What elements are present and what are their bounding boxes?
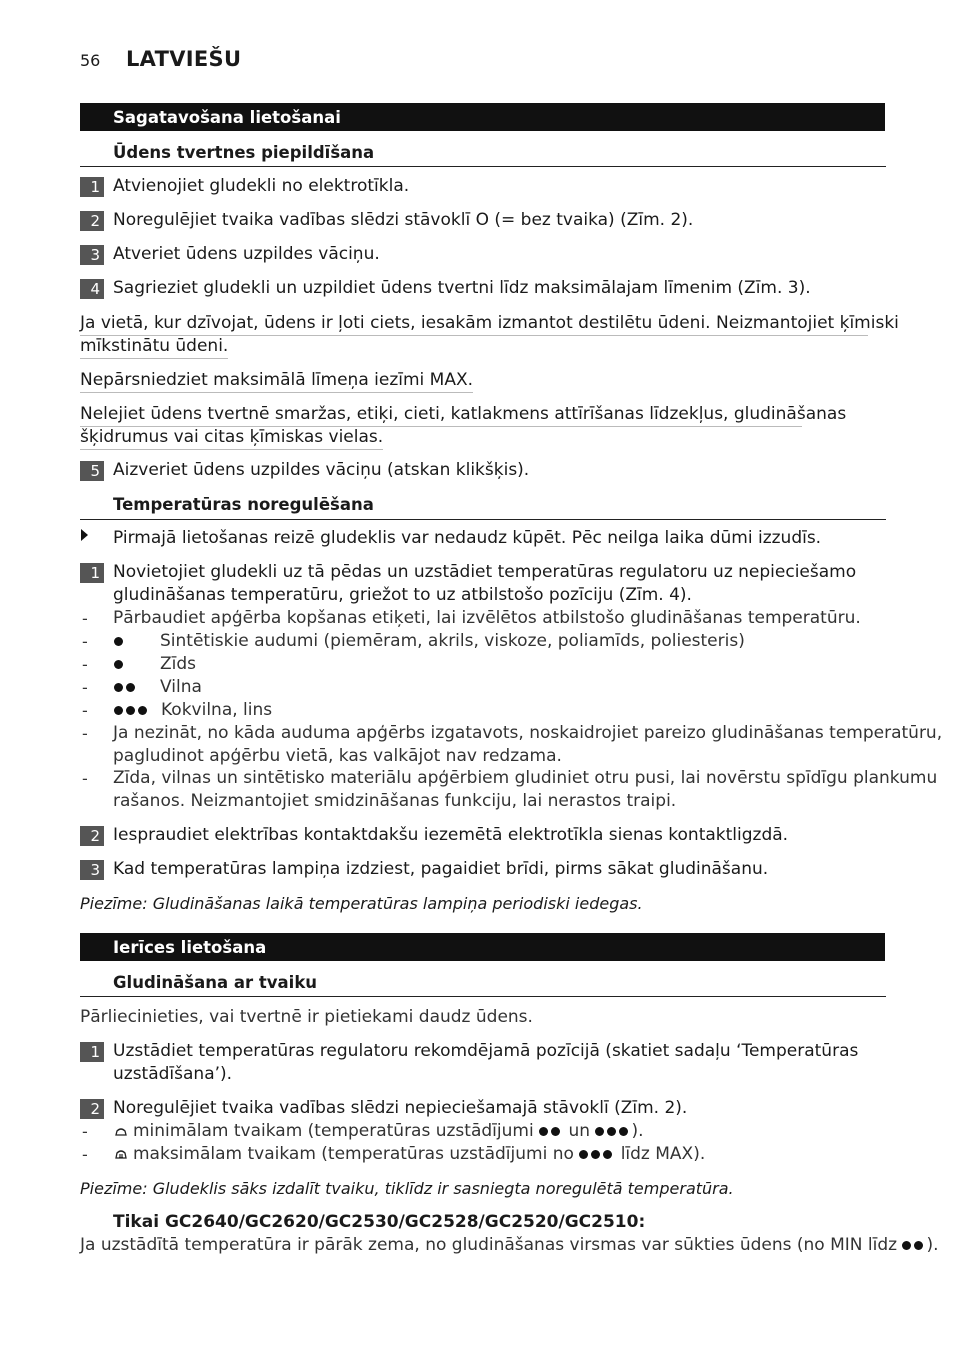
list-item-text: Sintētiskie audumi (piemēram, akrils, viskoze, poliamīds, poliesteris) [160,631,745,651]
temperature-dot-icon [126,706,135,715]
temperature-dot-icon [603,1150,612,1159]
list-dash: - [82,701,88,720]
warning-text: mīkstinātu ūdeni. [80,335,228,359]
step-number: 2 [80,211,104,231]
subsection-title: Temperatūras noregulēšana [113,495,374,514]
temperature-dot-icon [607,1127,616,1136]
temperature-dot-icon [902,1241,911,1250]
list-dash: - [82,724,88,743]
step-text: Kad temperatūras lampiņa izdziest, pagaidiet brīdi, pirms sākat gludināšanu. [113,859,769,879]
step-text: Uzstādiet temperatūras regulatoru rekomdējamā pozīcijā (skatiet sadaļu ‘Temperatūras [113,1041,859,1061]
list-dash: - [82,655,88,674]
note-text: Piezīme: Gludināšanas laikā temperatūras lampiņa periodiski iedegas. [80,894,643,913]
page-number: 56 [80,51,101,70]
step-number: 2 [80,1099,104,1119]
list-item-text: Zīda, vilnas un sintētisko materiālu apģērbiem gludiniet otru pusi, lai novērstu spīdīgu plankumu [113,768,938,788]
step-number: 5 [80,461,104,481]
bullet-text: Pirmajā lietošanas reizē gludeklis var nedaudz kūpēt. Pēc neilga laika dūmi izzudīs. [113,528,822,548]
step-text: Atveriet ūdens uzpildes vāciņu. [113,244,380,264]
final-text: ). [926,1235,939,1255]
bullet-icon [81,529,88,541]
list-dash: - [82,609,88,628]
step-number: 1 [80,563,104,583]
temperature-dot-icon [114,706,123,715]
subsection-title: Gludināšana ar tvaiku [113,973,318,992]
temperature-dot-icon [551,1127,560,1136]
temperature-dot-icon [126,683,135,692]
temperature-dot-icon [114,683,123,692]
temperature-dot-icon [539,1127,548,1136]
step-text: Noregulējiet tvaika vadības slēdzi nepieciešamajā stāvoklī (Zīm. 2). [113,1098,688,1118]
list-item-text: un [568,1121,591,1141]
section-title: Ierīces lietošana [113,938,267,957]
step-number: 2 [80,826,104,846]
temperature-dot-icon [138,706,147,715]
list-dash: - [82,1145,88,1164]
warning-text: Ja vietā, kur dzīvojat, ūdens ir ļoti ciets, iesakām izmantot destilētu ūdeni. Neizmantojiet ķīmiski [80,312,868,336]
step-number: 3 [80,245,104,265]
subsection-rule [80,996,886,997]
step-text: uzstādīšana’). [113,1064,233,1084]
step-text: gludināšanas temperatūru, griežot to uz atbilstošo pozīciju (Zīm. 4). [113,585,692,605]
temperature-dot-icon [595,1127,604,1136]
intro-text: Pārliecinieties, vai tvertnē ir pietiekami daudz ūdens. [80,1007,533,1027]
list-item-text: pagludinot apģērbu vietā, kas valkājot nav redzama. [113,746,562,766]
list-item-text: maksimālam tvaikam (temperatūras uzstādījumi no [133,1144,574,1164]
step-number: 1 [80,177,104,197]
list-item-text: Pārbaudiet apģērba kopšanas etiķeti, lai izvēlētos atbilstošo gludināšanas temperatūru. [113,608,861,628]
list-item-text: rašanos. Neizmantojiet smidzināšanas funkciju, lai nerastos traipi. [113,791,677,811]
section-title: Sagatavošana lietošanai [113,108,341,127]
page-language-heading: LATVIEŠU [126,47,242,71]
warning-text: Nepārsniedziet maksimālā līmeņa iezīmi MAX. [80,369,473,393]
temperature-dot-icon [914,1241,923,1250]
step-text: Atvienojiet gludekli no elektrotīkla. [113,176,410,196]
subsection-rule [80,519,886,520]
list-item-text: minimālam tvaikam (temperatūras uzstādījumi [133,1121,534,1141]
list-item-text-row [133,1143,705,1166]
subsection-title: Ūdens tvertnes piepildīšana [113,143,375,162]
step-number: 4 [80,279,104,299]
models-heading: Tikai GC2640/GC2620/GC2530/GC2528/GC2520/GC2510: [113,1212,646,1232]
list-item-text: Vilna [160,677,202,697]
subsection-rule [80,166,886,167]
temperature-dot-icon [591,1150,600,1159]
step-number: 3 [80,860,104,880]
temperature-dot-icon [114,637,123,646]
list-item-text: Zīds [160,654,197,674]
list-item-text-row [133,1120,644,1143]
final-text-row [80,1234,939,1257]
final-text: Ja uzstādītā temperatūra ir pārāk zema, no gludināšanas virsmas var sūkties ūdens (no MIN līdz [80,1235,898,1255]
list-dash: - [82,632,88,651]
list-item-text: ). [631,1121,644,1141]
warning-text: Nelejiet ūdens tvertnē smaržas, etiķi, cieti, katlakmens attīrīšanas līdzekļus, gludināšanas [80,403,802,427]
temperature-dot-icon [579,1150,588,1159]
list-item-text: līdz MAX). [620,1144,706,1164]
step-text: Aizveriet ūdens uzpildes vāciņu (atskan klikšķis). [113,460,530,480]
temperature-dot-icon [619,1127,628,1136]
list-dash: - [82,1122,88,1141]
warning-text: šķidrumus vai citas ķīmiskas vielas. [80,426,383,450]
note-text: Piezīme: Gludeklis sāks izdalīt tvaiku, tiklīdz ir sasniegta noregulētā temperatūra. [80,1179,734,1198]
list-item-text: Ja nezināt, no kāda auduma apģērbs izgatavots, noskaidrojiet pareizo gludināšanas temperatūru, [113,723,943,743]
min-steam-icon [114,1124,128,1138]
step-text: Noregulējiet tvaika vadības slēdzi stāvoklī O (= bez tvaika) (Zīm. 2). [113,210,694,230]
step-text: Novietojiet gludekli uz tā pēdas un uzstādiet temperatūras regulatoru uz nepieciešamo [113,562,857,582]
list-dash: - [82,678,88,697]
list-dash: - [82,769,88,788]
max-steam-icon [114,1145,128,1160]
step-text: Iespraudiet elektrības kontaktdakšu iezemētā elektrotīkla sienas kontaktligzdā. [113,825,789,845]
step-number: 1 [80,1042,104,1062]
temperature-dot-icon [114,660,123,669]
step-text: Sagrieziet gludekli un uzpildiet ūdens tvertni līdz maksimālajam līmenim (Zīm. 3). [113,278,811,298]
list-item-text: Kokvilna, lins [161,700,273,720]
